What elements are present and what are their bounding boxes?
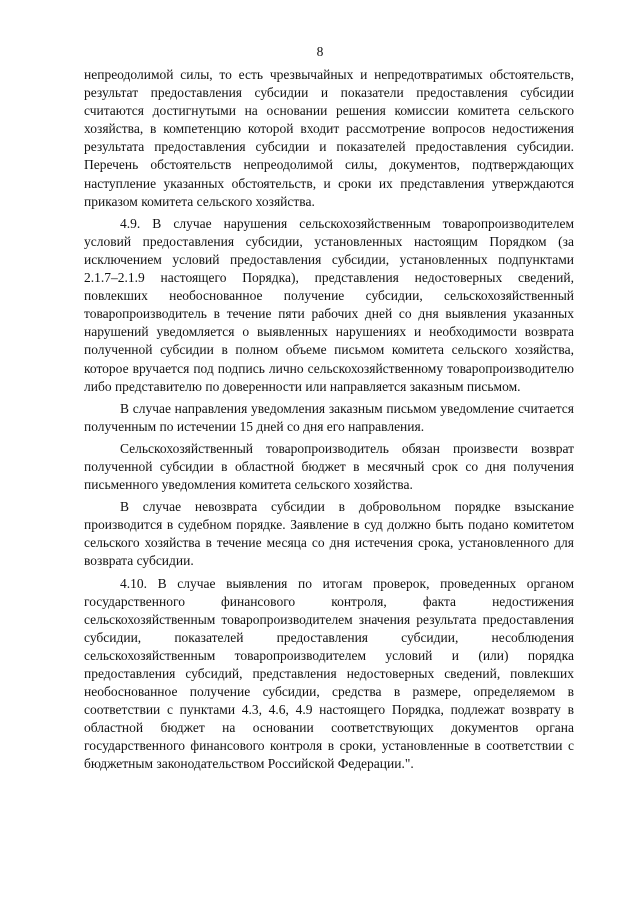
page-number: 8: [316, 44, 324, 59]
document-body: [84, 66, 574, 774]
paragraph-clause-4-9: 4.9. В случае нарушения сельскохозяйственным товаропроизводителем условий предоставления субсидии, установленных настоящим Порядком (за исключением условий предоставления субсидии, установленных подпунктами 2.1.7–2.1.9 настоящего Порядка), представления недостоверных сведений, повлекших необоснованное получение субсидии, сельскохозяйственный товаропроизводитель в течение пяти рабочих дней со дня выявления указанных нарушений уведомляется о выявленных нарушениях и необходимости возврата полученной субсидии в полном объеме письмом комитета сельского хозяйства, которое вручается под подпись лично сельскохозяйственному товаропроизводителю либо представителю по доверенности или направляется заказным письмом.: [84, 215, 574, 394]
paragraph-continuation: непреодолимой силы, то есть чрезвычайных и непредотвратимых обстоятельств, результат предоставления субсидии и показатели предоставления субсидии считаются достигнутыми на основании решения комиссии комитета сельского хозяйства, в компетенцию которой входит рассмотрение вопросов недостижения результата предоставления субсидии и показателей предоставления субсидии. Перечень обстоятельств непреодолимой силы, документов, подтверждающих наступление указанных обстоятельств, и сроки их представления утверждаются приказом комитета сельского хозяйства.: [84, 67, 574, 209]
paragraph-clause-4-10: 4.10. В случае выявления по итогам проверок, проведенных органом государственного финансового контроля, факта недостижения сельскохозяйственным товаропроизводителем значения результата предоставления субсидии, показателей предоставления субсидии, несоблюдения сельскохозяйственным товаропроизводителем условий и (или) порядка предоставления субсидий, представления недостоверных сведений, повлекших необоснованное получение субсидии, средства в размере, определяемом в соответствии с пунктами 4.3, 4.6, 4.9 настоящего Порядка, подлежат возврату в областной бюджет на основании соответствующих документов органа государственного финансового контроля в сроки, установленные в соответствии с бюджетным законодательством Российской Федерации.".: [84, 575, 574, 772]
paragraph-court-recovery: В случае невозврата субсидии в добровольном порядке взыскание производится в судебном порядке. Заявление в суд должно быть подано комитетом сельского хозяйства в течение месяца со дня истечения срока, установленного для возврата субсидии.: [84, 499, 574, 569]
paragraph-registered-letter: В случае направления уведомления заказным письмом уведомление считается полученным по истечении 15 дней со дня его направления.: [84, 400, 574, 434]
paragraph-refund-obligation: Сельскохозяйственный товаропроизводитель обязан произвести возврат полученной субсидии в областной бюджет в месячный срок со дня получения письменного уведомления комитета сельского хозяйства.: [84, 440, 574, 493]
